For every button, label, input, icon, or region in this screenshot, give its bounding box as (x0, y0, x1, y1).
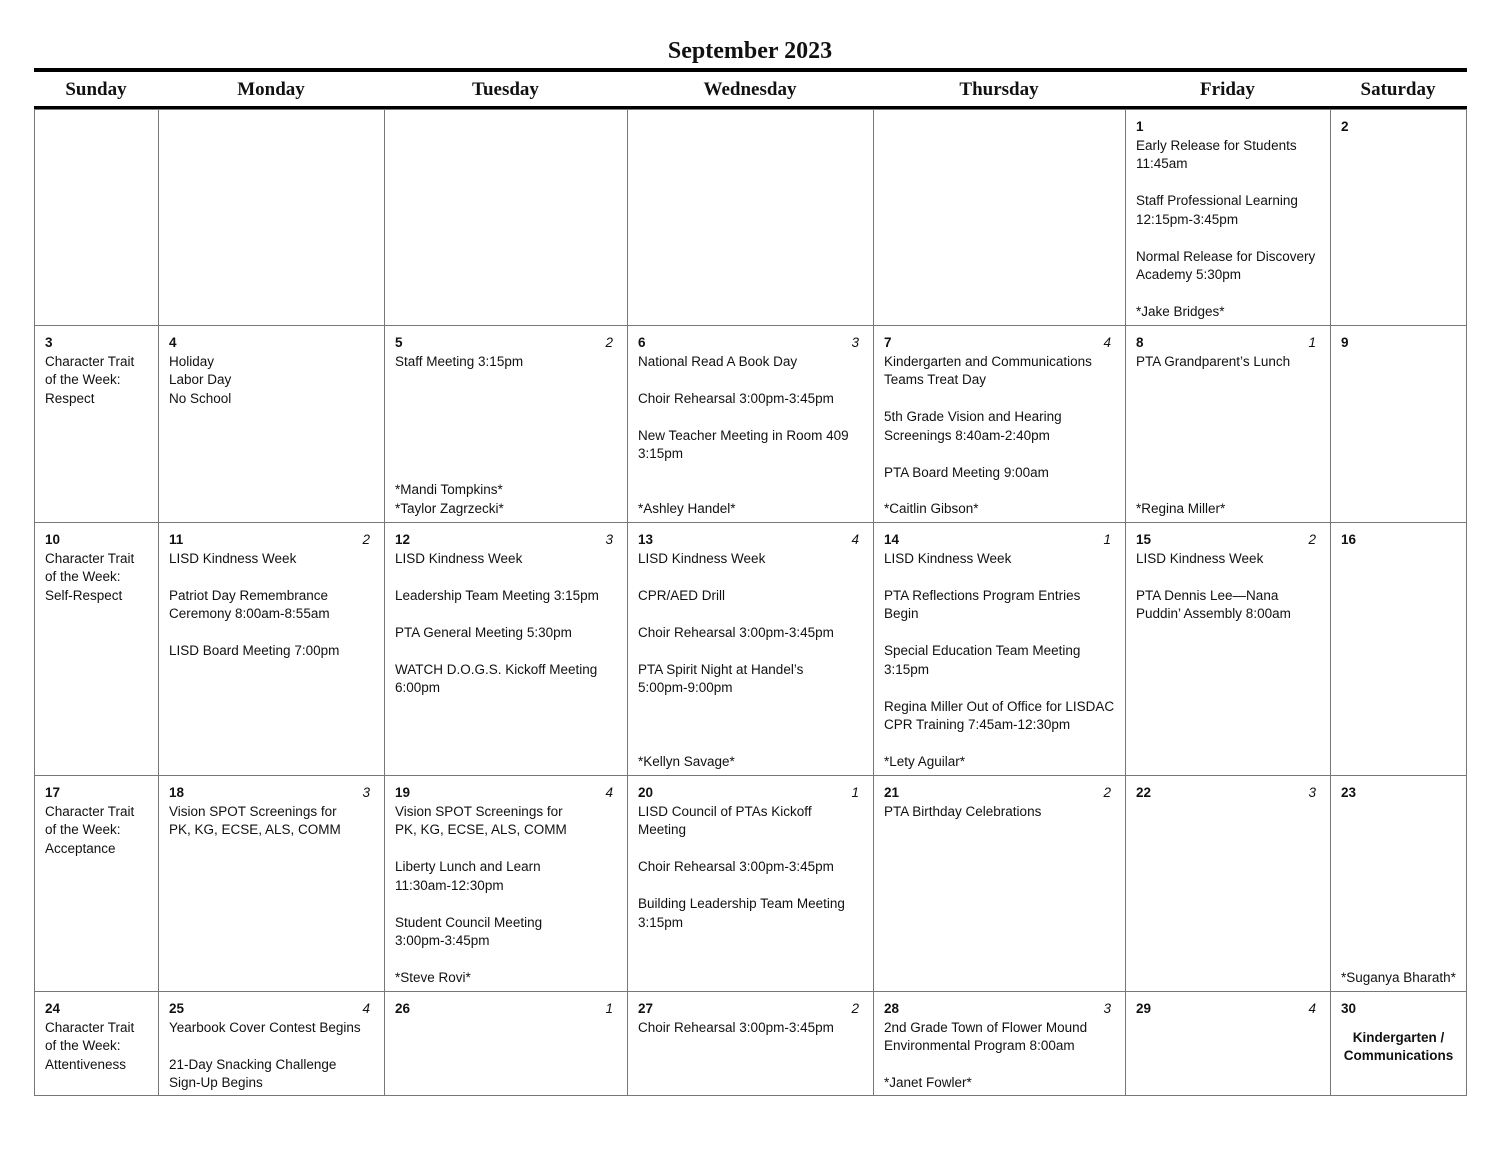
staff-name: *Regina Miller* (1136, 500, 1226, 516)
day-cell-14[interactable] (874, 523, 1126, 776)
empty-day-cell (874, 110, 1126, 326)
day-number: 7 (884, 335, 892, 350)
day-number: 27 (638, 1001, 654, 1016)
day-number: 28 (884, 1001, 900, 1016)
empty-day-cell (35, 110, 159, 326)
day-number: 29 (1136, 1001, 1152, 1016)
day-number: 17 (45, 785, 61, 800)
event-spacer (1136, 568, 1320, 587)
day-number: 21 (884, 785, 900, 800)
event-line: LISD Kindness Week (1136, 550, 1264, 566)
weekday-header-saturday: Saturday (1360, 79, 1436, 100)
event-line: Holiday (169, 353, 215, 369)
event-line: Special Education Team Meeting (884, 643, 1081, 658)
day-cell-19[interactable] (385, 776, 628, 992)
event-line: Kindergarten and Communications (884, 353, 1092, 369)
day-cell-21[interactable] (874, 776, 1126, 992)
event-line: of the Week: (45, 1038, 121, 1053)
event-line: CPR/AED Drill (638, 587, 726, 603)
day-cell-18[interactable] (159, 776, 385, 992)
rotation-day-number: 4 (851, 532, 859, 547)
day-cell-27[interactable] (628, 992, 874, 1096)
event-line: PTA Grandparent’s Lunch (1136, 353, 1291, 369)
event-spacer (395, 642, 617, 661)
event-line: Staff Professional Learning (1136, 193, 1298, 208)
calendar-week-row (35, 110, 1467, 326)
event-spacer (169, 1037, 374, 1056)
event-line: LISD Kindness Week (169, 550, 297, 566)
day-cell-24[interactable] (35, 992, 159, 1096)
day-cell-29[interactable] (1126, 992, 1331, 1096)
event-line: of the Week: (45, 372, 121, 387)
day-number: 2 (1341, 119, 1349, 134)
rotation-day-number: 3 (1103, 1001, 1111, 1016)
event-line: Choir Rehearsal 3:00pm-3:45pm (638, 859, 834, 874)
event-line: No School (169, 390, 232, 406)
event-line: Regina Miller Out of Office for LISDAC (884, 698, 1115, 714)
event-line: Character Trait (45, 1019, 135, 1035)
event-line: LISD Council of PTAs Kickoff Meeting (638, 803, 812, 837)
event-line: 5:00pm-9:00pm (638, 680, 733, 695)
event-line: National Read A Book Day (638, 353, 798, 369)
weekday-header-thursday: Thursday (959, 79, 1039, 100)
event-line: PTA Reflections Program Entries (884, 587, 1081, 603)
rotation-day-number: 1 (1103, 532, 1111, 547)
staff-birthday-notes (1136, 500, 1326, 519)
calendar-grid (34, 109, 1467, 1096)
event-line: Yearbook Cover Contest Begins (169, 1019, 361, 1035)
day-cell-13[interactable] (628, 523, 874, 776)
event-line: Leadership Team Meeting 3:15pm (395, 587, 599, 603)
event-line: of the Week: (45, 569, 121, 584)
day-number: 9 (1341, 335, 1349, 350)
event-line: PTA Dennis Lee—Nana (1136, 587, 1279, 603)
weekday-header-sunday: Sunday (65, 79, 127, 100)
event-spacer (1136, 285, 1320, 304)
day-cell-16[interactable] (1331, 523, 1467, 776)
rotation-day-number: 4 (1308, 1001, 1316, 1016)
staff-birthday-notes (395, 481, 623, 518)
event-spacer (638, 605, 863, 624)
rotation-day-number: 2 (605, 335, 613, 350)
event-line: PTA Spirit Night at Handel’s (638, 661, 804, 677)
event-line: 3:00pm-3:45pm (395, 933, 490, 948)
empty-day-cell (385, 110, 628, 326)
event-line: *Jake Bridges* (1136, 304, 1225, 319)
event-spacer (638, 877, 863, 896)
day-cell-10[interactable] (35, 523, 159, 776)
day-cell-3[interactable] (35, 326, 159, 523)
calendar-week-row (35, 523, 1467, 776)
event-spacer (884, 679, 1115, 698)
day-number: 30 (1341, 1001, 1357, 1016)
day-number: 25 (169, 1001, 185, 1016)
day-number: 24 (45, 1001, 61, 1016)
event-line: Labor Day (169, 372, 232, 387)
day-number: 5 (395, 335, 403, 350)
calendar-week-row (35, 326, 1467, 523)
rotation-day-number: 2 (362, 532, 370, 547)
event-line: *Steve Rovi* (395, 970, 471, 985)
rotation-day-number: 2 (1308, 532, 1316, 547)
calendar-week-row (35, 992, 1467, 1096)
rotation-day-number: 1 (851, 785, 859, 800)
rotation-day-number: 4 (362, 1001, 370, 1016)
event-line: 5th Grade Vision and Hearing (884, 409, 1062, 424)
event-line: Character Trait (45, 353, 135, 369)
event-line: Teams Treat Day (884, 372, 987, 387)
event-line: Sign-Up Begins (169, 1075, 263, 1090)
event-spacer (1136, 229, 1320, 248)
event-spacer (884, 568, 1115, 587)
event-line: Attentiveness (45, 1056, 127, 1072)
event-line: LISD Kindness Week (638, 550, 766, 566)
event-line: 11:45am (1136, 156, 1188, 171)
event-line: Environmental Program 8:00am (884, 1038, 1075, 1053)
day-cell-17[interactable] (35, 776, 159, 992)
staff-birthday-notes (884, 753, 1121, 772)
event-line: Vision SPOT Screenings for (395, 803, 563, 819)
weekday-header-friday: Friday (1200, 79, 1255, 100)
rotation-day-number: 2 (1103, 785, 1111, 800)
day-number: 20 (638, 785, 654, 800)
staff-name: *Lety Aguilar* (884, 753, 966, 769)
day-number: 22 (1136, 785, 1152, 800)
day-number: 16 (1341, 532, 1357, 547)
event-line: PTA General Meeting 5:30pm (395, 624, 572, 640)
event-line: PTA Birthday Celebrations (884, 803, 1042, 819)
empty-day-cell (159, 110, 385, 326)
event-spacer (169, 568, 374, 587)
event-line: LISD Kindness Week (395, 550, 523, 566)
day-cell-6[interactable] (628, 326, 874, 523)
event-line: Begin (884, 606, 919, 621)
day-cell-20[interactable] (628, 776, 874, 992)
day-cell-15[interactable] (1126, 523, 1331, 776)
event-line: Character Trait (45, 803, 135, 819)
event-spacer (884, 1056, 1115, 1075)
day-cell-1[interactable] (1126, 110, 1331, 326)
staff-name: *Suganya Bharath* (1341, 969, 1456, 985)
event-spacer (638, 371, 863, 390)
event-spacer (395, 605, 617, 624)
event-spacer (884, 445, 1115, 464)
day-cell-23[interactable] (1331, 776, 1467, 992)
rotation-day-number: 3 (362, 785, 370, 800)
event-line: 11:30am-12:30pm (395, 877, 504, 893)
day-cell-2[interactable] (1331, 110, 1467, 326)
day-number: 15 (1136, 532, 1152, 547)
event-line: CPR Training 7:45am-12:30pm (884, 717, 1071, 732)
highlight-note (1341, 1029, 1456, 1066)
day-number: 26 (395, 1001, 411, 1016)
staff-birthday-notes (638, 500, 869, 519)
staff-name: *Kellyn Savage* (638, 753, 735, 769)
day-cell-8[interactable] (1126, 326, 1331, 523)
event-line: Early Release for Students (1136, 137, 1297, 153)
event-spacer (638, 408, 863, 427)
day-number: 14 (884, 532, 900, 547)
weekday-header-tuesday: Tuesday (472, 79, 539, 100)
event-line: Normal Release for Discovery (1136, 248, 1316, 264)
day-number: 6 (638, 335, 646, 350)
day-number: 11 (169, 532, 184, 547)
calendar-week-row (35, 776, 1467, 992)
event-line: 2nd Grade Town of Flower Mound (884, 1019, 1088, 1035)
staff-name: *Ashley Handel* (638, 500, 736, 516)
day-cell-26[interactable] (385, 992, 628, 1096)
staff-birthday-notes (638, 753, 869, 772)
event-line: Building Leadership Team Meeting (638, 896, 845, 911)
event-spacer (1136, 174, 1320, 193)
event-line: Respect (45, 390, 95, 406)
event-line: Choir Rehearsal 3:00pm-3:45pm (638, 390, 834, 406)
event-spacer (395, 951, 617, 970)
day-number: 18 (169, 785, 185, 800)
day-number: 12 (395, 532, 411, 547)
rotation-day-number: 4 (605, 785, 613, 800)
day-number: 8 (1136, 335, 1144, 350)
day-cell-9[interactable] (1331, 326, 1467, 523)
event-line: Character Trait (45, 550, 135, 566)
day-cell-22[interactable] (1126, 776, 1331, 992)
day-cell-12[interactable] (385, 523, 628, 776)
day-cell-7[interactable] (874, 326, 1126, 523)
event-line: LISD Kindness Week (884, 550, 1012, 566)
rotation-day-number: 3 (851, 335, 859, 350)
page-title: September 2023 (667, 38, 833, 64)
day-number: 23 (1341, 785, 1357, 800)
staff-name: *Caitlin Gibson* (884, 500, 979, 516)
day-cell-5[interactable] (385, 326, 628, 523)
day-number: 1 (1136, 119, 1144, 134)
event-spacer (884, 624, 1115, 643)
weekday-header-monday: Monday (237, 79, 305, 100)
staff-name: *Taylor Zagrzecki* (395, 500, 504, 516)
empty-day-cell (628, 110, 874, 326)
day-number: 3 (45, 335, 53, 350)
event-line: Choir Rehearsal 3:00pm-3:45pm (638, 1019, 834, 1035)
event-line: Puddin’ Assembly 8:00am (1136, 606, 1291, 621)
event-line: Student Council Meeting (395, 914, 543, 930)
event-spacer (638, 642, 863, 661)
event-line: of the Week: (45, 822, 121, 837)
event-line: Staff Meeting 3:15pm (395, 353, 524, 369)
rotation-day-number: 4 (1103, 335, 1111, 350)
day-cell-11[interactable] (159, 523, 385, 776)
event-line: 3:15pm (638, 446, 684, 461)
day-number: 19 (395, 785, 411, 800)
event-line: Patriot Day Remembrance (169, 587, 329, 603)
event-line: *Janet Fowler* (884, 1075, 972, 1090)
event-line: 21-Day Snacking Challenge (169, 1056, 337, 1072)
day-cell-4[interactable] (159, 326, 385, 523)
event-line: Self-Respect (45, 587, 123, 603)
day-cell-28[interactable] (874, 992, 1126, 1096)
event-spacer (884, 390, 1115, 409)
rotation-day-number: 1 (1308, 335, 1316, 350)
event-line: 12:15pm-3:45pm (1136, 211, 1239, 227)
event-line: New Teacher Meeting in Room 409 (638, 427, 849, 443)
event-line: Vision SPOT Screenings for (169, 803, 337, 819)
rotation-day-number: 1 (605, 1001, 613, 1016)
day-number: 10 (45, 532, 61, 547)
event-line: LISD Board Meeting 7:00pm (169, 643, 340, 658)
event-line: WATCH D.O.G.S. Kickoff Meeting (395, 661, 598, 677)
event-line: Screenings 8:40am-2:40pm (884, 427, 1050, 443)
day-number: 13 (638, 532, 654, 547)
event-spacer (638, 840, 863, 859)
event-line: Choir Rehearsal 3:00pm-3:45pm (638, 624, 834, 640)
event-line: 3:15pm (638, 914, 684, 930)
event-line: PK, KG, ECSE, ALS, COMM (395, 822, 567, 837)
event-spacer (638, 568, 863, 587)
event-spacer (395, 840, 617, 859)
staff-name: *Mandi Tompkins* (395, 482, 503, 497)
rotation-day-number: 2 (851, 1001, 859, 1016)
event-line: 3:15pm (884, 661, 930, 677)
weekday-header-row (34, 72, 1467, 106)
staff-birthday-notes (1341, 969, 1462, 988)
day-cell-25[interactable] (159, 992, 385, 1096)
highlight-line: Kindergarten / (1352, 1029, 1445, 1045)
rotation-day-number: 3 (1308, 785, 1316, 800)
day-number: 4 (169, 335, 177, 350)
event-spacer (169, 624, 374, 643)
event-spacer (395, 895, 617, 914)
rotation-day-number: 3 (605, 532, 613, 547)
event-line: PTA Board Meeting 9:00am (884, 464, 1049, 480)
event-line: Acceptance (45, 840, 116, 856)
staff-birthday-notes (884, 500, 1121, 519)
event-line: PK, KG, ECSE, ALS, COMM (169, 822, 341, 837)
weekday-header-wednesday: Wednesday (703, 79, 797, 100)
event-spacer (395, 568, 617, 587)
day-cell-30[interactable] (1331, 992, 1467, 1096)
highlight-line: Communications (1343, 1048, 1454, 1063)
event-line: Academy 5:30pm (1136, 267, 1242, 282)
event-line: Ceremony 8:00am-8:55am (169, 606, 330, 621)
event-line: Liberty Lunch and Learn (395, 859, 541, 874)
event-line: 6:00pm (395, 680, 441, 695)
